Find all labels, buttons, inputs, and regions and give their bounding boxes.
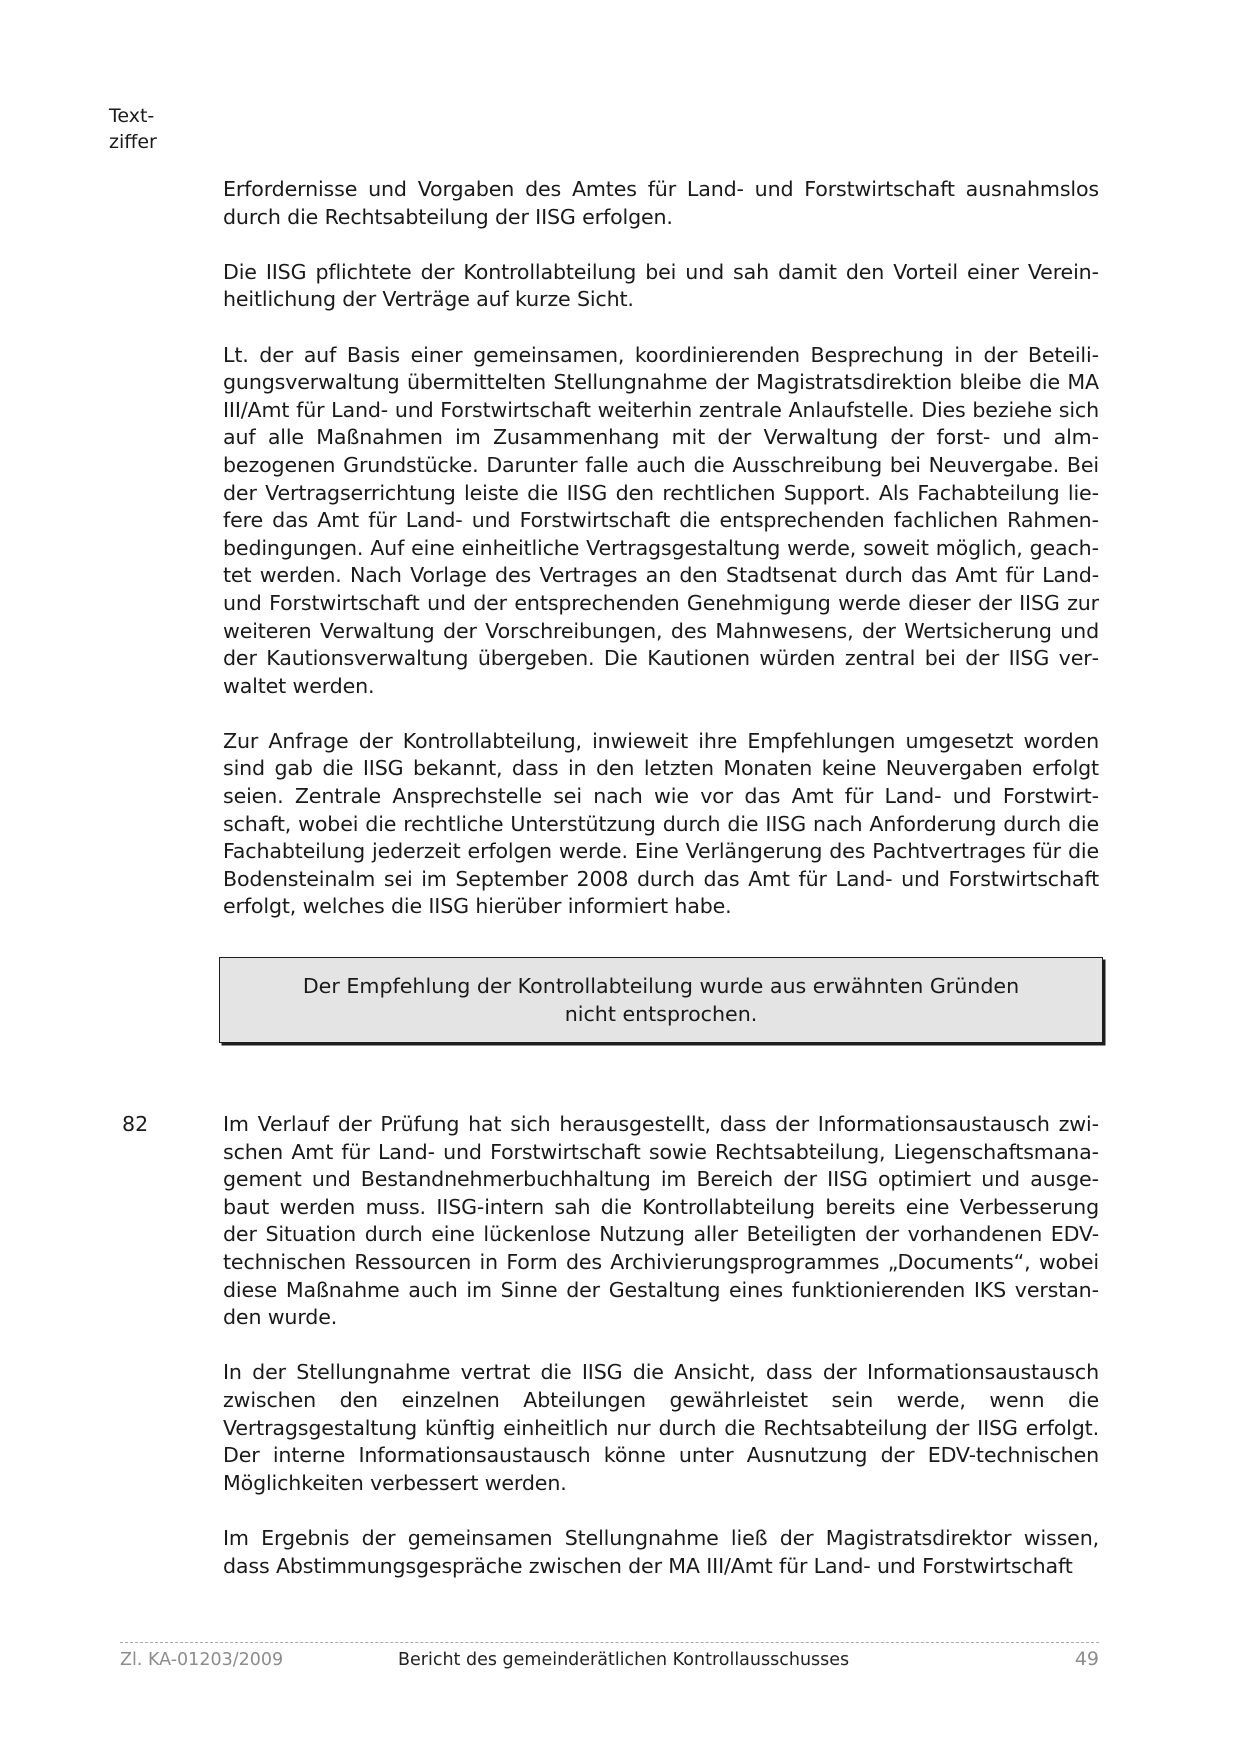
paragraph: Im Ergebnis der gemeinsamen Stellungnahme ließ der Magistratsdirektor wissen, dass Abstimmungsgespräche zwischen der MA III/Amt für Land- und Forstwirtschaft	[223, 1525, 1099, 1578]
section-textziffer-82	[223, 1111, 1099, 1608]
footer-title: Bericht des gemeinderätlichen Kontrollausschusses	[398, 1650, 850, 1670]
margin-label-textziffer: Text- ziffer	[109, 105, 157, 153]
paragraph: Zur Anfrage der Kontrollabteilung, inwieweit ihre Empfehlungen umgesetzt worden sind gab die IISG bekannt, dass in den letzten Monaten keine Neuvergaben erfolgt seien. Zentrale Ansprechstelle sei nach wie vor das Amt für Land- und Forstwirtschaft, wobei die rechtliche Unterstützung durch die IISG nach Anforderung durch die Fachabteilung jederzeit erfolgen werde. Eine Verlängerung des Pachtvertrages für die Bodensteinalm sei im September 2008 durch das Amt für Land- und Forstwirtschaft erfolgt, welches die IISG hierüber informiert habe.	[223, 728, 1099, 919]
paragraph: Lt. der auf Basis einer gemeinsamen, koordinierenden Besprechung in der Beteiligungsverwaltung übermittelten Stellungnahme der Magistratsdirektion bleibe die MA III/Amt für Land- und Forstwirtschaft weiterhin zentrale Anlaufstelle. Dies beziehe sich auf alle Maßnahmen im Zusammenhang mit der Verwaltung der forst- und almbezogenen Grundstücke. Darunter falle auch die Ausschreibung bei Neuvergabe. Bei der Vertragserrichtung leiste die IISG den rechtlichen Support. Als Fachabteilung liefere das Amt für Land- und Forstwirtschaft die entsprechenden fachlichen Rahmenbedingungen. Auf eine einheitliche Vertragsgestaltung werde, soweit möglich, geachtet werden. Nach Vorlage des Vertrages an den Stadtsenat durch das Amt für Land- und Forstwirtschaft und der entsprechenden Genehmigung werde dieser der IISG zur weiteren Verwaltung der Vorschreibungen, des Mahnwesens, der Wertsicherung und der Kautionsverwaltung übergeben. Die Kautionen würden zentral bei der IISG verwaltet werden.	[223, 342, 1099, 698]
footer-divider	[120, 1642, 1099, 1643]
section-textziffer-81-continued	[223, 176, 1099, 949]
recommendation-text: Der Empfehlung der Kontrollabteilung wurde aus erwähnten Gründen nicht entsprochen.	[302, 974, 1020, 1026]
textziffer-number: 82	[122, 1112, 149, 1136]
paragraph: Im Verlauf der Prüfung hat sich herausgestellt, dass der Informationsaustausch zwischen Amt für Land- und Forstwirtschaft sowie Rechtsabteilung, Liegenschaftsmanagement und Bestandnehmerbuchhaltung im Bereich der IISG optimiert und ausgebaut werden muss. IISG-intern sah die Kontrollabteilung bereits eine Verbesserung der Situation durch eine lückenlose Nutzung aller Beteiligten der vorhandenen EDV-technischen Ressourcen in Form des Archivierungsprogrammes „Documents“, wobei diese Maßnahme auch im Sinne der Gestaltung eines funktionierenden IKS verstanden wurde.	[223, 1112, 1099, 1330]
page-number: 49	[1074, 1648, 1099, 1670]
paragraph: In der Stellungnahme vertrat die IISG die Ansicht, dass der Informationsaustausch zwischen den einzelnen Abteilungen gewährleistet sein werde, wenn die Vertragsgestaltung künftig einheitlich nur durch die Rechtsabteilung der IISG erfolgt. Der interne Informationsaustausch könne unter Ausnutzung der EDV-technischen Möglichkeiten verbessert werden.	[223, 1360, 1099, 1495]
paragraph: Erfordernisse und Vorgaben des Amtes für Land- und Forstwirtschaft ausnahmslos durch die Rechtsabteilung der IISG erfolgen.	[223, 177, 1099, 229]
paragraph: Die IISG pflichtete der Kontrollabteilung bei und sah damit den Vorteil einer Vereinheitlichung der Verträge auf kurze Sicht.	[223, 259, 1099, 312]
recommendation-box	[219, 957, 1103, 1043]
footer-reference: Zl. KA-01203/2009	[120, 1650, 284, 1670]
